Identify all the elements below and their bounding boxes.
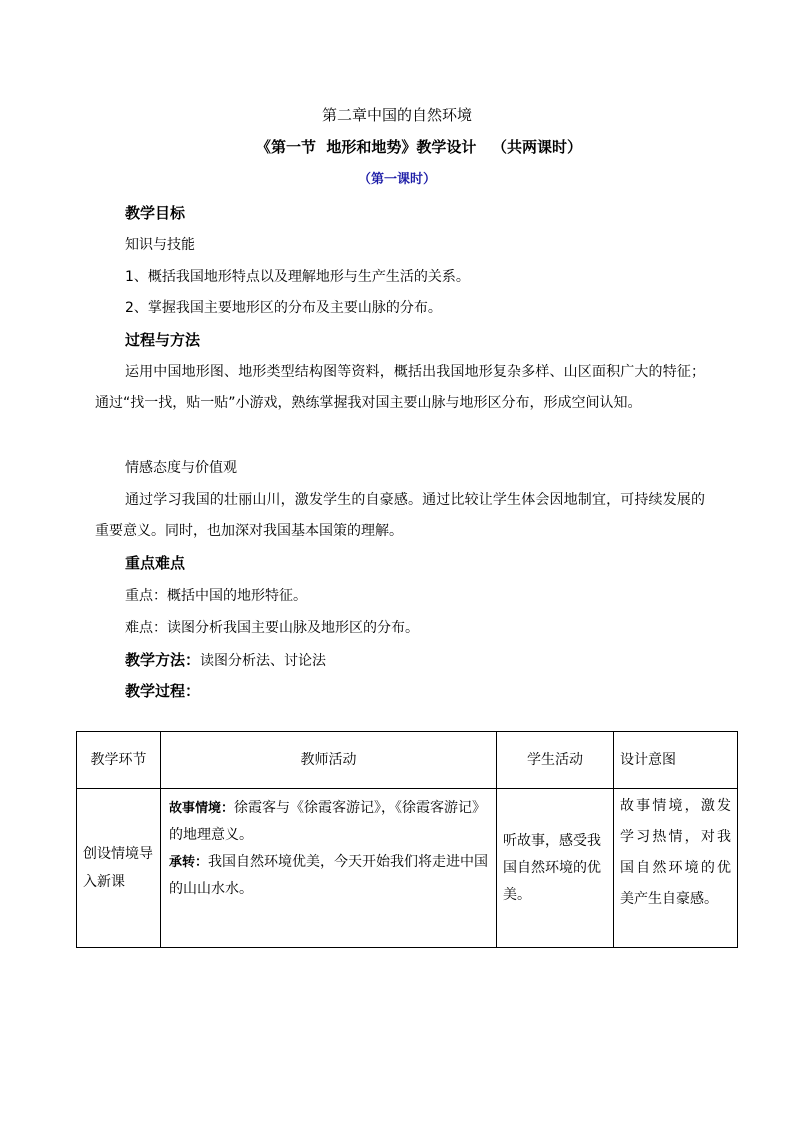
story-tag: 故事情境：	[169, 801, 235, 816]
teacher-transition	[169, 849, 488, 903]
methods-label: 教学方法：	[125, 651, 201, 669]
objectives-heading: 教学目标	[125, 204, 186, 222]
emotion-heading: 情感态度与价值观	[125, 460, 237, 476]
student-activity-cell: 听故事，感受我国自然环境的优美。	[497, 789, 614, 948]
process-method-heading: 过程与方法	[125, 331, 201, 349]
lesson-title: 《第一节 地形和地势》教学设计 （共两课时）	[255, 138, 583, 156]
header-design-intent: 设计意图	[614, 732, 738, 789]
key-points-heading: 重点难点	[125, 554, 186, 572]
header-teacher-activity: 教师活动	[161, 732, 497, 789]
header-stage: 教学环节	[77, 732, 161, 789]
process-method-paragraph: 运用中国地形图、地形类型结构图等资料，概括出我国地形复杂多样、山区面积广大的特征；通过“找一找，贴一贴”小游戏，熟练掌握我对国主要山脉与地形区分布，形成空间认知。	[95, 364, 705, 411]
table-row	[77, 789, 738, 948]
story-text: 徐霞客与《徐霞客游记》，《徐霞客游记》的地理意义。	[169, 800, 487, 843]
transition-text: 我国自然环境优美，今天开始我们将走进中国的山山水水。	[169, 854, 489, 897]
methods-text: 读图分析法、讨论法	[200, 653, 327, 669]
teacher-story	[169, 795, 488, 849]
transition-tag: 承转：	[169, 855, 209, 870]
difficult-point-text: 难点：读图分析我国主要山脉及地形区的分布。	[125, 620, 419, 636]
chapter-title: 第二章中国的自然环境	[321, 106, 472, 124]
key-point-text: 重点：概括中国的地形特征。	[125, 588, 307, 604]
knowledge-item-2: 2、掌握我国主要地形区的分布及主要山脉的分布。	[125, 300, 442, 316]
knowledge-item-1: 1、概括我国地形特点以及理解地形与生产生活的关系。	[125, 269, 470, 285]
stage-cell: 创设情境导入新课	[77, 789, 161, 948]
design-intent-cell: 故事情境，激发学习热情，对我国自然环境的优美产生自豪感。	[614, 789, 738, 948]
header-student-activity: 学生活动	[497, 732, 614, 789]
table-header-row	[77, 732, 738, 789]
process-heading: 教学过程：	[125, 682, 201, 700]
methods-line	[125, 650, 326, 671]
period-title: （第一课时）	[357, 172, 436, 187]
teaching-process-table	[76, 731, 738, 948]
teacher-activity-cell	[161, 789, 497, 948]
knowledge-heading: 知识与技能	[125, 237, 195, 253]
emotion-paragraph: 通过学习我国的壮丽山川，激发学生的自豪感。通过比较让学生体会因地制宜，可持续发展的重要意义。同时，也加深对我国基本国策的理解。	[95, 492, 705, 539]
